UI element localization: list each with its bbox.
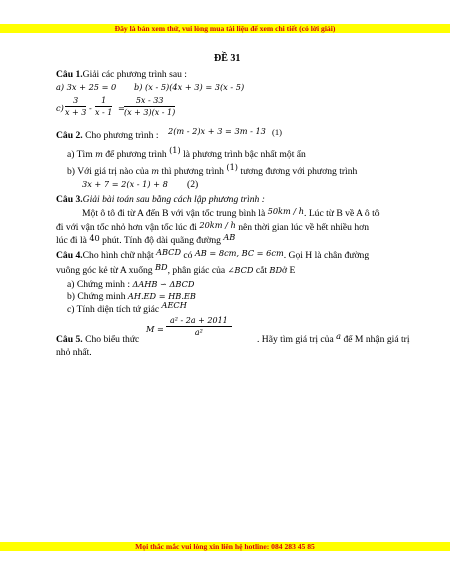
q1-fraction-3: $\frac{5x - 33}{(x + 3)(x - 1)}$ [124,96,176,117]
q3-line-1: Một ô tô đi từ A đến B với vận tốc trung bình là 50km / h. Lúc từ B về A ô tô [82,206,380,219]
q4-line-2: vuông góc kẻ từ A xuống BD, phân giác của ∠BCD cắt BDở E [56,262,296,276]
question-3-text: Giải bài toán sau bằng cách lập phương trình : [82,194,265,205]
q1-part-a: a) 3x + 25 = 0 [56,82,117,92]
question-2-text: Cho phương trình : [85,130,159,141]
q1-minus: - [89,103,92,113]
q4-part-c: c) Tính diện tích tứ giác AECH [67,300,187,315]
q1-fraction-1: $\frac{3}{x + 3}$ [65,96,87,117]
q2-equation-tag: (1) [272,127,282,137]
q4-part-b: b) Chứng minh AH.ED = HB.EB [67,291,196,302]
q3-line-2: đi với vận tốc nhỏ hơn vận tốc lúc đi 20km / h nên thời gian lúc về hết nhiều hơn [56,220,370,233]
q2-part-b-tag: (2) [187,179,199,190]
question-1-line [56,70,187,80]
q5-line-1-rest: . Hãy tìm giá trị của a để M nhận giá trị [257,331,410,345]
question-3-line [56,195,265,205]
q1-fraction-2: $\frac{1}{x - 1}$ [95,96,113,117]
question-2-heading: Câu 2. [56,130,83,141]
question-1-text: Giải các phương trình sau : [82,69,187,80]
q5-m-fraction: $\frac{\text{a² - 2a + 2011}}{\text{a²}}$ [166,316,232,337]
q4-part-a: a) Chứng minh : ΔAHB ∽ ΔBCD [67,279,195,290]
q1-part-b: b) (x - 5)(4x + 3) = 3(x - 5) [134,82,245,92]
question-1-heading: Câu 1. [56,69,83,80]
q2-part-b-equation: 3x + 7 = 2(x - 1) + 8 [82,179,168,189]
q5-line-1: Câu 5. Cho biểu thức [56,334,140,345]
question-5-heading: Câu 5. [56,334,83,345]
hotline-banner: Mọi thắc mắc vui lòng xin liên hệ hotline: 084 283 45 85 [0,542,450,551]
exam-title: ĐỀ 31 [214,53,241,64]
q1-equals: = [118,103,125,113]
q5-line-2: nhỏ nhất. [56,347,92,358]
q2-equation: 2(m - 2)x + 3 = 3m - 13 [168,126,266,136]
question-4-heading: Câu 4. [56,250,83,261]
question-3-heading: Câu 3. [56,194,83,205]
preview-banner: Đây là bản xem thử, vui lòng mua tài liệu để xem chi tiết (có lời giải) [0,24,450,33]
question-2-line [56,131,159,141]
q4-line-1: Câu 4.Cho hình chữ nhật ABCD có AB = 8cm, BC = 6cm. Gọi H là chân đường [56,247,370,261]
q3-line-3: lúc đi là 40 phút. Tính độ dài quãng đường AB [56,232,236,246]
q2-part-a: a) Tìm m để phương trình (1) là phương trình bậc nhất một ẩn [67,145,306,160]
q1-part-c-label: c) [56,103,64,113]
q5-m-lhs: M = [146,324,164,334]
q2-part-b: b) Với giá trị nào của m thì phương trình (1) tương đương với phương trình [67,162,358,177]
